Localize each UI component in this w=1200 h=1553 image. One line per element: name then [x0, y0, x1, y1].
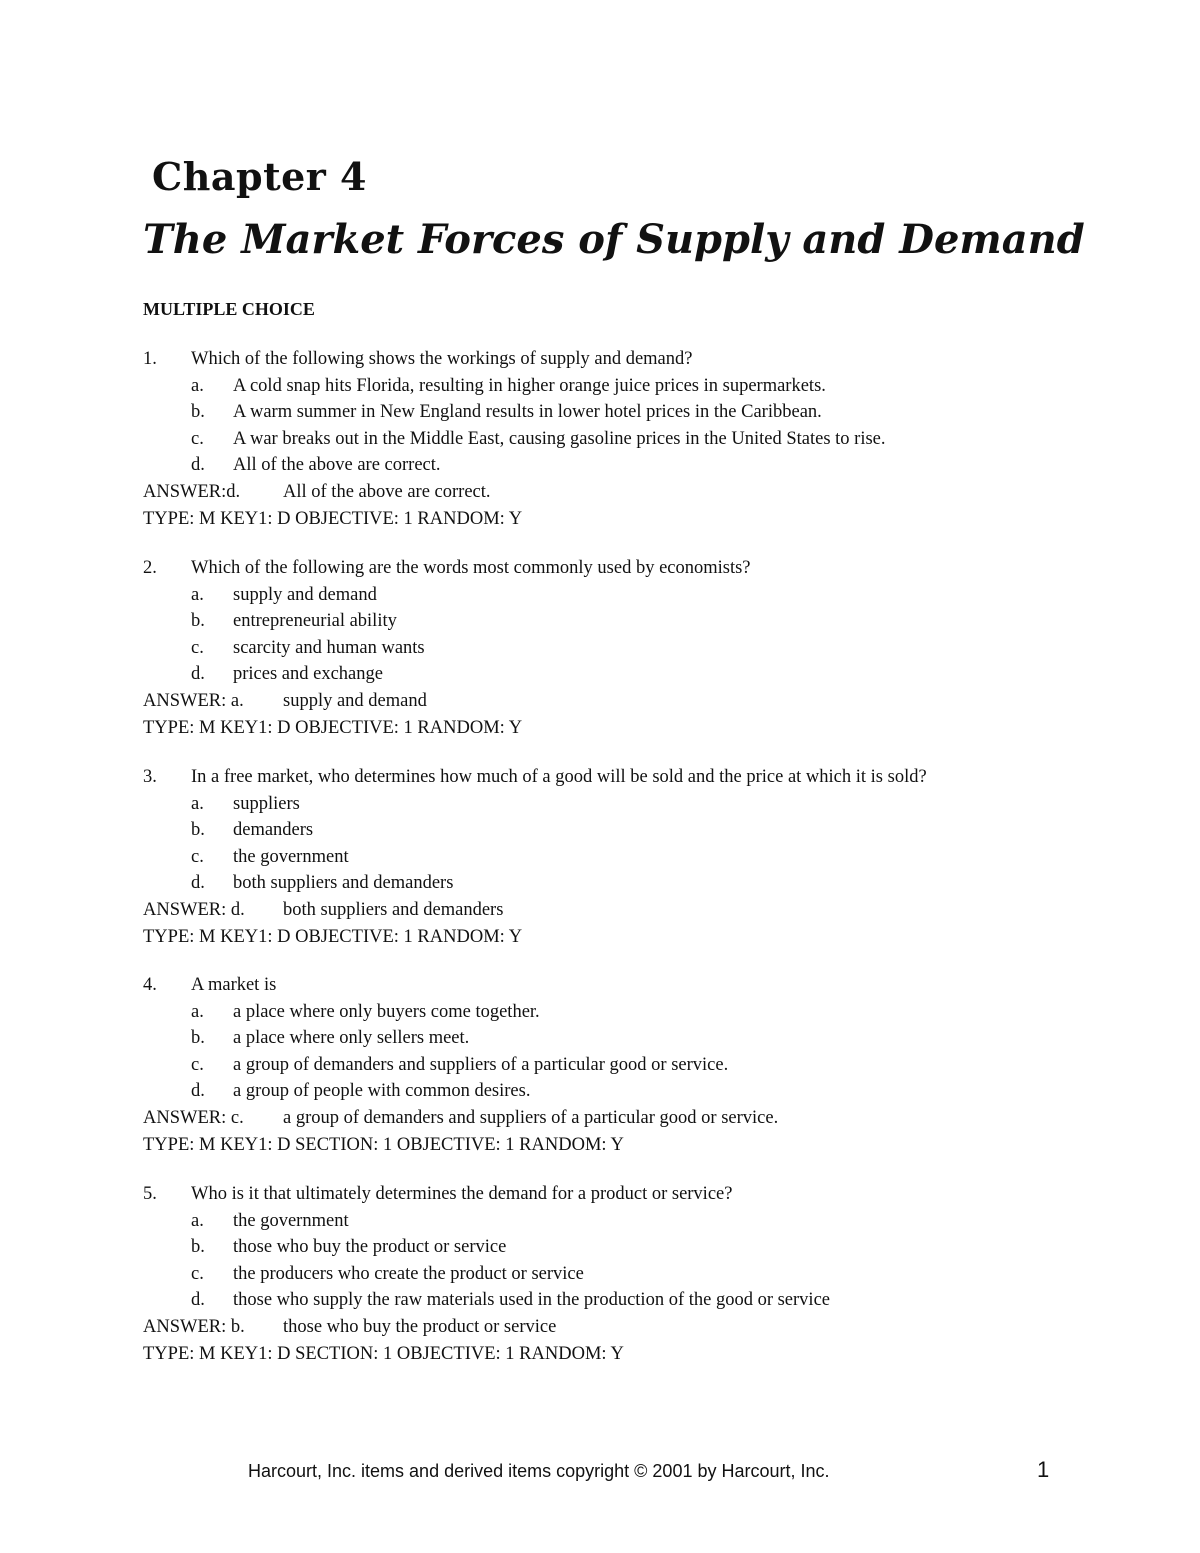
- option-text: suppliers: [233, 793, 300, 814]
- answer-option: [143, 870, 1143, 897]
- answer-option: [143, 1234, 1143, 1261]
- answer-text: those who buy the product or service: [283, 1316, 557, 1337]
- option-letter: c.: [191, 637, 204, 658]
- option-text: the producers who create the product or service: [233, 1263, 584, 1284]
- chapter-heading: Chapter 4: [152, 154, 367, 199]
- question-stem-row: [143, 1181, 1143, 1208]
- option-letter: a.: [191, 1001, 204, 1022]
- answer-option: [143, 844, 1143, 871]
- answer-option: [143, 1025, 1143, 1052]
- answer-option: [143, 635, 1143, 662]
- answer-row: [143, 688, 1143, 715]
- option-letter: a.: [191, 793, 204, 814]
- answer-row: [143, 1314, 1143, 1341]
- answer-text: All of the above are correct.: [283, 481, 491, 502]
- option-text: a group of people with common desires.: [233, 1081, 531, 1102]
- question-number: 5.: [143, 1184, 157, 1204]
- copyright-footer: Harcourt, Inc. items and derived items copyright © 2001 by Harcourt, Inc.: [248, 1461, 830, 1481]
- option-letter: b.: [191, 1028, 205, 1049]
- answer-text: both suppliers and demanders: [283, 899, 504, 920]
- option-text: scarcity and human wants: [233, 637, 425, 658]
- option-text: A warm summer in New England results in lower hotel prices in the Caribbean.: [233, 402, 822, 423]
- answer-text: supply and demand: [283, 690, 427, 711]
- option-letter: c.: [191, 1263, 204, 1284]
- option-letter: a.: [191, 1210, 204, 1231]
- answer-label: ANSWER: b.: [143, 1316, 245, 1337]
- answer-option: [143, 1052, 1143, 1079]
- option-letter: b.: [191, 402, 205, 423]
- option-letter: a.: [191, 584, 204, 605]
- question-4: [143, 972, 1143, 1158]
- answer-option: [143, 426, 1143, 453]
- answer-option: [143, 1287, 1143, 1314]
- question-stem: A market is: [191, 975, 277, 995]
- meta-row: [143, 924, 1143, 951]
- question-stem-row: [143, 764, 1143, 791]
- option-text: those who buy the product or service: [233, 1237, 507, 1258]
- option-letter: a.: [191, 375, 204, 396]
- question-2: [143, 555, 1143, 741]
- answer-option: [143, 1261, 1143, 1288]
- answer-label: ANSWER: d.: [143, 899, 245, 920]
- question-1: [143, 346, 1143, 532]
- question-stem-row: [143, 346, 1143, 373]
- question-number: 3.: [143, 767, 157, 787]
- option-text: demanders: [233, 820, 314, 841]
- question-metadata: TYPE: M KEY1: D OBJECTIVE: 1 RANDOM: Y: [143, 926, 523, 947]
- meta-row: [143, 715, 1143, 742]
- question-stem: Who is it that ultimately determines the demand for a product or service?: [191, 1184, 733, 1204]
- option-text: a place where only buyers come together.: [233, 1001, 540, 1022]
- question-metadata: TYPE: M KEY1: D OBJECTIVE: 1 RANDOM: Y: [143, 508, 523, 529]
- option-text: a place where only sellers meet.: [233, 1028, 470, 1049]
- question-number: 2.: [143, 558, 157, 578]
- chapter-title: The Market Forces of Supply and Demand: [143, 216, 1085, 263]
- answer-option: [143, 1208, 1143, 1235]
- answer-row: [143, 1105, 1143, 1132]
- option-text: A cold snap hits Florida, resulting in higher orange juice prices in supermarkets.: [233, 375, 826, 396]
- option-letter: d.: [191, 664, 205, 685]
- answer-text: a group of demanders and suppliers of a particular good or service.: [283, 1107, 779, 1128]
- answer-option: [143, 452, 1143, 479]
- option-letter: c.: [191, 846, 204, 867]
- option-letter: c.: [191, 428, 204, 449]
- option-text: prices and exchange: [233, 664, 383, 685]
- meta-row: [143, 1132, 1143, 1159]
- question-stem: Which of the following are the words most commonly used by economists?: [191, 558, 751, 578]
- meta-row: [143, 1341, 1143, 1368]
- answer-label: ANSWER: a.: [143, 690, 244, 711]
- answer-option: [143, 373, 1143, 400]
- answer-option: [143, 1078, 1143, 1105]
- question-metadata: TYPE: M KEY1: D SECTION: 1 OBJECTIVE: 1 RANDOM: Y: [143, 1134, 624, 1155]
- option-text: A war breaks out in the Middle East, causing gasoline prices in the United States to rise.: [233, 428, 886, 449]
- option-text: a group of demanders and suppliers of a particular good or service.: [233, 1054, 729, 1075]
- option-letter: d.: [191, 1081, 205, 1102]
- option-letter: d.: [191, 873, 205, 894]
- answer-option: [143, 999, 1143, 1026]
- answer-option: [143, 791, 1143, 818]
- option-letter: d.: [191, 455, 205, 476]
- meta-row: [143, 506, 1143, 533]
- option-text: the government: [233, 846, 349, 867]
- option-text: entrepreneurial ability: [233, 611, 397, 632]
- option-letter: b.: [191, 820, 205, 841]
- section-heading: MULTIPLE CHOICE: [143, 299, 315, 319]
- question-3: [143, 764, 1143, 950]
- question-metadata: TYPE: M KEY1: D OBJECTIVE: 1 RANDOM: Y: [143, 717, 523, 738]
- option-text: All of the above are correct.: [233, 455, 441, 476]
- answer-option: [143, 661, 1143, 688]
- option-letter: b.: [191, 611, 205, 632]
- answer-row: [143, 897, 1143, 924]
- question-5: [143, 1181, 1143, 1367]
- option-text: both suppliers and demanders: [233, 873, 454, 894]
- option-text: those who supply the raw materials used in the production of the good or service: [233, 1290, 830, 1311]
- page-number: 1: [1037, 1457, 1050, 1482]
- option-text: the government: [233, 1210, 349, 1231]
- answer-option: [143, 399, 1143, 426]
- option-letter: b.: [191, 1237, 205, 1258]
- option-text: supply and demand: [233, 584, 377, 605]
- option-letter: c.: [191, 1054, 204, 1075]
- answer-row: [143, 479, 1143, 506]
- question-stem: In a free market, who determines how much of a good will be sold and the price at which it is sold?: [191, 767, 927, 787]
- question-number: 1.: [143, 349, 157, 369]
- answer-option: [143, 608, 1143, 635]
- answer-label: ANSWER: c.: [143, 1107, 244, 1128]
- option-letter: d.: [191, 1290, 205, 1311]
- question-metadata: TYPE: M KEY1: D SECTION: 1 OBJECTIVE: 1 RANDOM: Y: [143, 1343, 624, 1364]
- question-stem-row: [143, 555, 1143, 582]
- answer-option: [143, 582, 1143, 609]
- question-number: 4.: [143, 975, 157, 995]
- question-stem-row: [143, 972, 1143, 999]
- answer-option: [143, 817, 1143, 844]
- question-stem: Which of the following shows the workings of supply and demand?: [191, 349, 693, 369]
- answer-label: ANSWER:d.: [143, 481, 241, 502]
